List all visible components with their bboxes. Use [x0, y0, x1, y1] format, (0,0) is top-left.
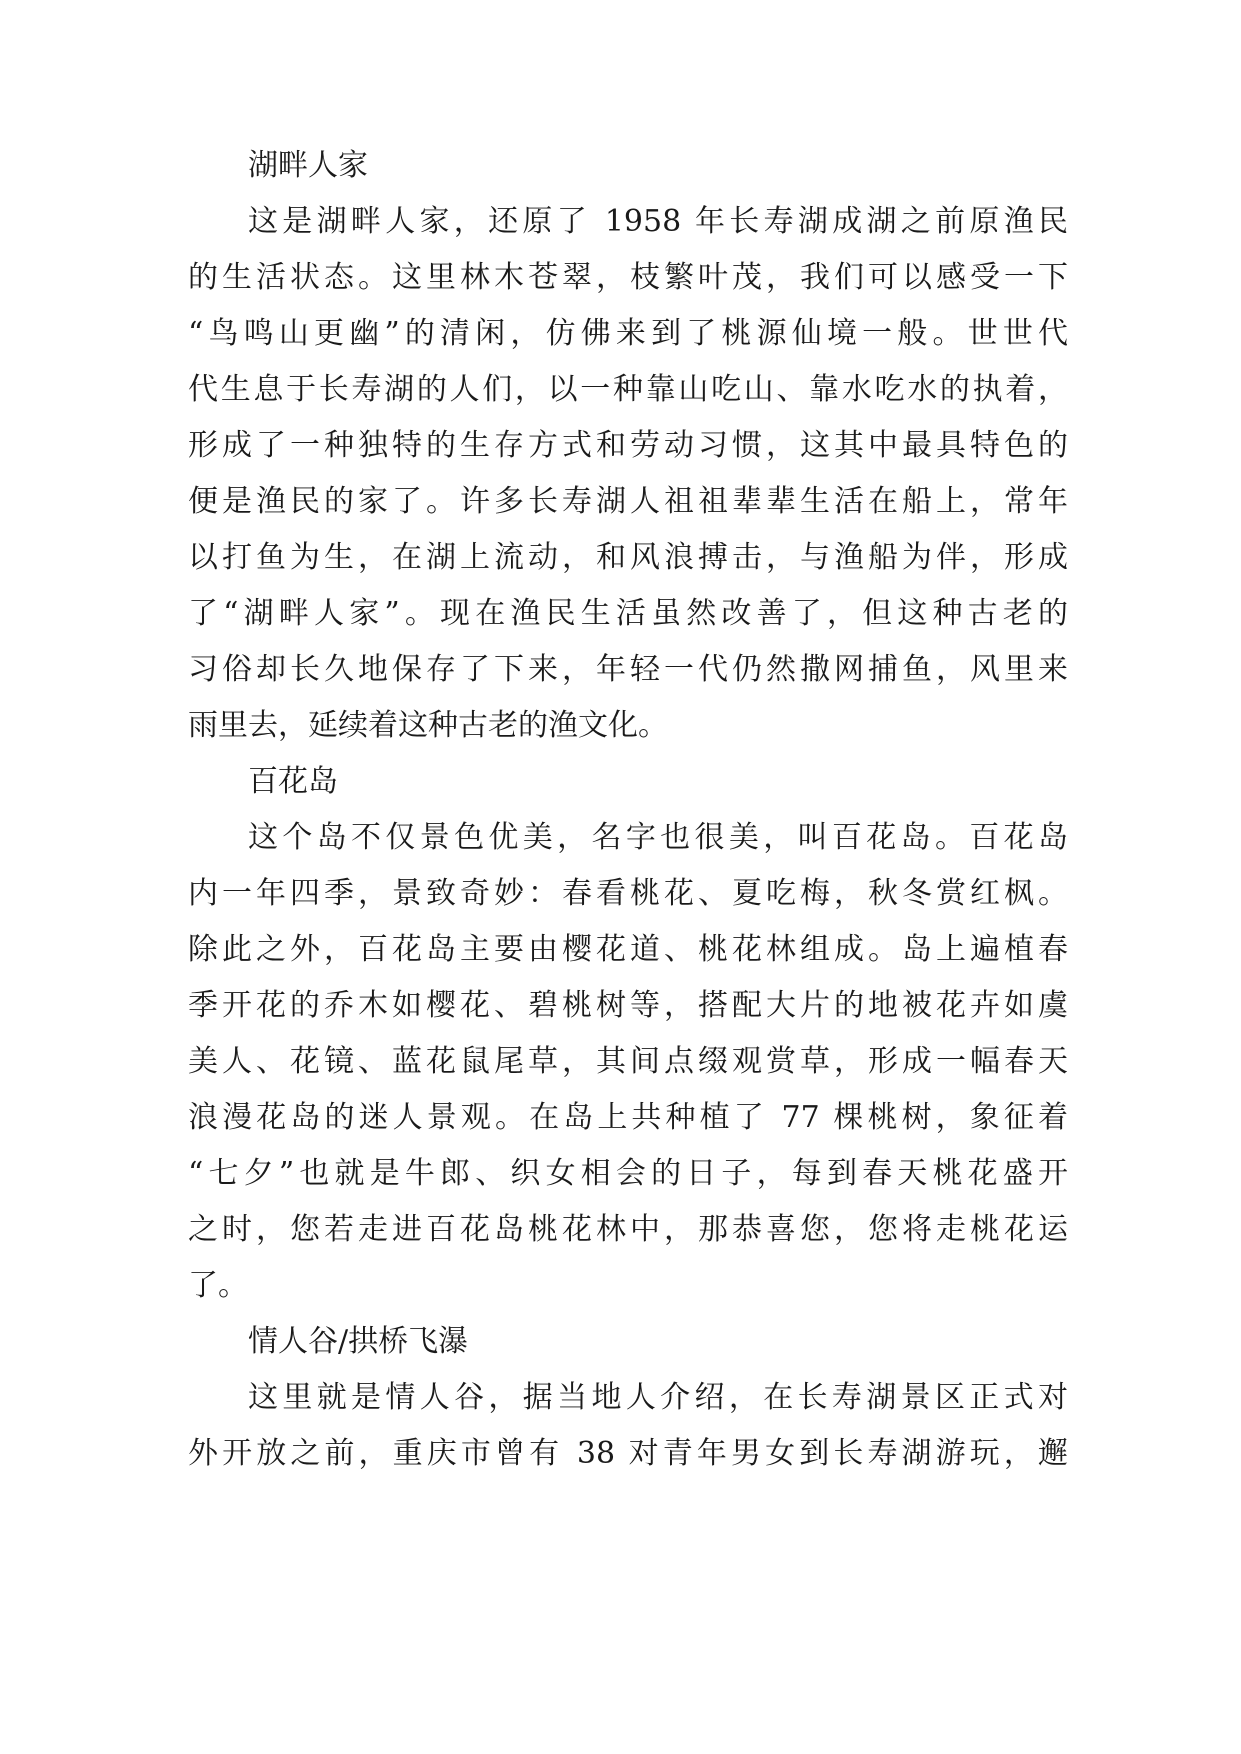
- paragraph-line: 便是渔民的家了。许多长寿湖人祖祖辈辈生活在船上，常年: [188, 484, 1068, 519]
- paragraph-line: 美人、花镜、蓝花鼠尾草，其间点缀观赏草，形成一幅春天: [188, 1044, 1068, 1079]
- paragraph-line: 这个岛不仅景色优美，名字也很美，叫百花岛。百花岛: [248, 820, 1068, 855]
- paragraph-line: 的生活状态。这里林木苍翠，枝繁叶茂，我们可以感受一下: [188, 260, 1068, 295]
- paragraph-line: “鸟鸣山更幽”的清闲，仿佛来到了桃源仙境一般。世世代: [188, 316, 1068, 351]
- paragraph-line: 外开放之前，重庆市曾有 38 对青年男女到长寿湖游玩，邂: [188, 1436, 1068, 1471]
- paragraph-line: 习俗却长久地保存了下来，年轻一代仍然撒网捕鱼，风里来: [188, 652, 1068, 687]
- paragraph-line: 了。: [188, 1268, 248, 1303]
- section-heading: 湖畔人家: [248, 148, 368, 183]
- paragraph-line: “七夕”也就是牛郎、织女相会的日子，每到春天桃花盛开: [188, 1156, 1068, 1191]
- section-heading: 情人谷/拱桥飞瀑: [248, 1324, 469, 1359]
- paragraph-line: 浪漫花岛的迷人景观。在岛上共种植了 77 棵桃树，象征着: [188, 1100, 1068, 1135]
- paragraph-line: 代生息于长寿湖的人们，以一种靠山吃山、靠水吃水的执着，: [188, 372, 1068, 407]
- paragraph-line: 雨里去，延续着这种古老的渔文化。: [188, 708, 668, 743]
- paragraph-line: 这是湖畔人家，还原了 1958 年长寿湖成湖之前原渔民: [248, 204, 1068, 239]
- paragraph-line: 之时，您若走进百花岛桃花林中，那恭喜您，您将走桃花运: [188, 1212, 1068, 1247]
- paragraph-line: 了“湖畔人家”。现在渔民生活虽然改善了，但这种古老的: [188, 596, 1068, 631]
- paragraph-line: 形成了一种独特的生存方式和劳动习惯，这其中最具特色的: [188, 428, 1068, 463]
- paragraph-line: 这里就是情人谷，据当地人介绍，在长寿湖景区正式对: [248, 1380, 1068, 1415]
- paragraph-line: 以打鱼为生，在湖上流动，和风浪搏击，与渔船为伴，形成: [188, 540, 1068, 575]
- section-heading: 百花岛: [248, 764, 338, 799]
- paragraph-line: 内一年四季，景致奇妙：春看桃花、夏吃梅，秋冬赏红枫。: [188, 876, 1068, 911]
- paragraph-line: 除此之外，百花岛主要由樱花道、桃花林组成。岛上遍植春: [188, 932, 1068, 967]
- paragraph-line: 季开花的乔木如樱花、碧桃树等，搭配大片的地被花卉如虞: [188, 988, 1068, 1023]
